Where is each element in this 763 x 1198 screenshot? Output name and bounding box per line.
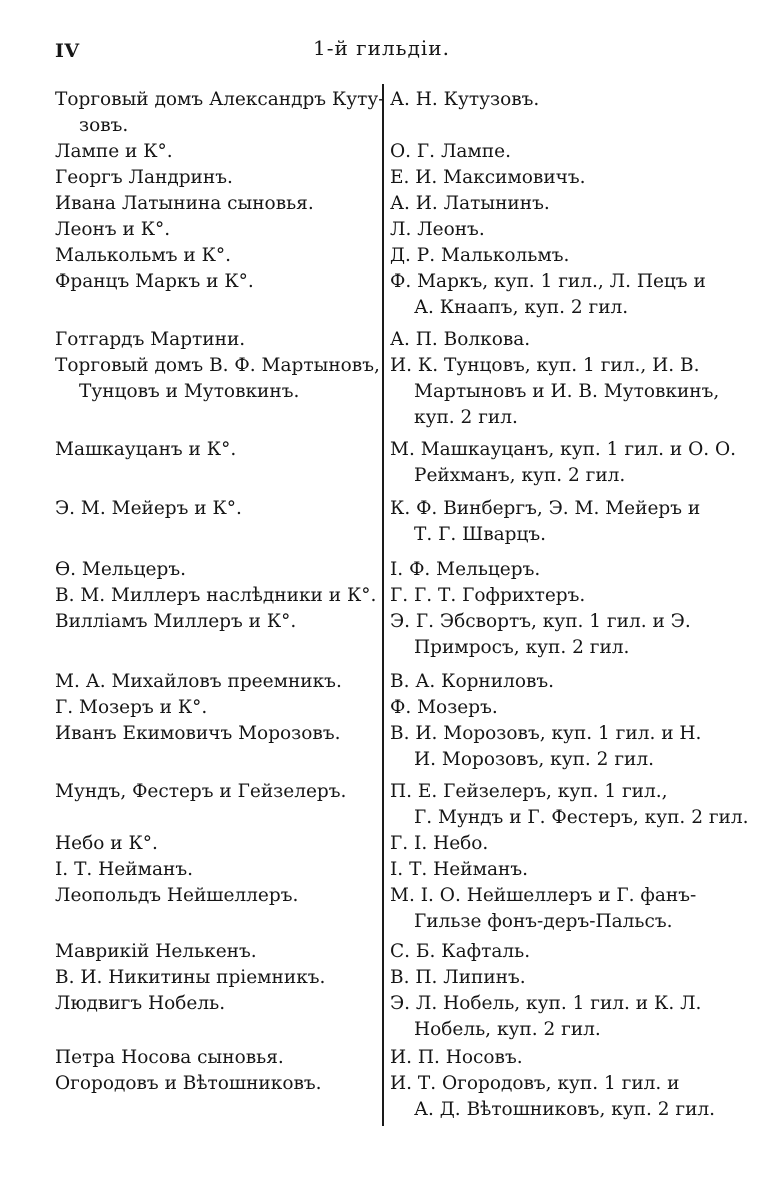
- owners-line: Г. І. Небо.: [390, 833, 489, 854]
- owners: [390, 1071, 718, 1123]
- firm-name: [55, 437, 377, 463]
- firm-name: [55, 779, 377, 805]
- firm-name: [55, 1045, 377, 1071]
- owners-line: А. П. Волкова.: [390, 329, 531, 350]
- firm-name-line: Леопольдъ Нейшеллеръ.: [55, 885, 299, 906]
- owners-line: И. К. Тунцовъ, куп. 1 гил., И. В.: [390, 355, 700, 376]
- firm-name: [55, 243, 377, 269]
- owners-line: Э. Г. Эбсвортъ, куп. 1 гил. и Э.: [390, 611, 691, 632]
- firm-name-line: Тунцовъ и Мутовкинъ.: [79, 381, 300, 402]
- firm-name: [55, 269, 377, 295]
- firm-name-line: В. И. Никитины пріемникъ.: [55, 967, 326, 988]
- firm-name-line: Ивана Латынина сыновья.: [55, 193, 314, 214]
- firm-name-line: Г. Мозеръ и К°.: [55, 697, 208, 718]
- firm-name: [55, 857, 377, 883]
- firm-name-line: Лампе и К°.: [55, 141, 173, 162]
- firm-name: [55, 191, 377, 217]
- firm-name: [55, 695, 377, 721]
- firm-name-line: зовъ.: [79, 115, 129, 136]
- owners: [390, 583, 718, 609]
- owners: [390, 939, 718, 965]
- owners: [390, 191, 718, 217]
- firm-name-line: Э. М. Мейеръ и К°.: [55, 498, 242, 519]
- firm-name-line: Готгардъ Мартини.: [55, 329, 246, 350]
- firm-name: [55, 609, 377, 635]
- firm-name: [55, 883, 377, 909]
- owners-line: А. И. Латынинъ.: [390, 193, 550, 214]
- owners: [390, 857, 718, 883]
- firm-name-line: І. Т. Нейманъ.: [55, 859, 193, 880]
- owners: [390, 437, 737, 489]
- firm-name-line: Машкауцанъ и К°.: [55, 439, 237, 460]
- firm-name: [55, 991, 377, 1017]
- owners-line: Е. И. Максимовичъ.: [390, 167, 586, 188]
- firm-name-line: Огородовъ и Вѣтошниковъ.: [55, 1073, 322, 1094]
- owners-line: О. Г. Лампе.: [390, 141, 511, 162]
- owners-line: М. І. О. Нейшеллеръ и Г. фанъ-: [390, 885, 697, 906]
- owners: [390, 217, 718, 243]
- firm-name-line: Торговый домъ В. Ф. Мартыновъ,: [55, 355, 380, 376]
- firm-name: [55, 721, 377, 747]
- firm-name-line: Петра Носова сыновья.: [55, 1047, 284, 1068]
- firm-name-line: Леонъ и К°.: [55, 219, 171, 240]
- firm-name: [55, 496, 377, 522]
- firm-name-line: Маврикій Нелькенъ.: [55, 941, 257, 962]
- owners-line: П. Е. Гейзелеръ, куп. 1 гил.,: [390, 781, 668, 802]
- owners-line: К. Ф. Винбергъ, Э. М. Мейеръ и: [390, 498, 701, 519]
- firm-name: [55, 1071, 377, 1097]
- owners-line: А. Д. Вѣтошниковъ, куп. 2 гил.: [414, 1099, 716, 1120]
- owners-line: Мартыновъ и И. В. Мутовкинъ,: [414, 381, 720, 402]
- owners: [390, 496, 718, 548]
- owners-line: М. Машкауцанъ, куп. 1 гил. и О. О.: [390, 439, 737, 460]
- owners-line: И. П. Носовъ.: [390, 1047, 523, 1068]
- owners: [390, 831, 718, 857]
- owners-line: куп. 2 гил.: [414, 407, 518, 428]
- firm-name-line: Францъ Маркъ и К°.: [55, 271, 254, 292]
- firm-name-line: Ѳ. Мельцеръ.: [55, 559, 186, 580]
- owners-line: С. Б. Кафталь.: [390, 941, 531, 962]
- firm-name: [55, 669, 377, 695]
- owners: [390, 87, 718, 113]
- owners: [390, 165, 718, 191]
- owners-line: Т. Г. Шварцъ.: [414, 524, 547, 545]
- firm-name-line: Торговый домъ Александръ Куту-: [55, 89, 385, 110]
- firm-name-line: Малькольмъ и К°.: [55, 245, 232, 266]
- owners: [390, 1045, 718, 1071]
- owners-line: А. Кнаапъ, куп. 2 гил.: [414, 297, 629, 318]
- owners-line: Нобель, куп. 2 гил.: [414, 1019, 601, 1040]
- firm-name-line: В. М. Миллеръ наслѣдники и К°.: [55, 585, 377, 606]
- owners-line: И. Морозовъ, куп. 2 гил.: [414, 749, 654, 770]
- owners-line: І. Т. Нейманъ.: [390, 859, 528, 880]
- firm-name: [55, 965, 377, 991]
- owners-line: Гильзе фонъ-деръ-Пальсъ.: [414, 911, 673, 932]
- owners-line: І. Ф. Мельцеръ.: [390, 559, 541, 580]
- owners-line: Г. Г. Т. Гофрихтеръ.: [390, 585, 586, 606]
- owners-line: Г. Мундъ и Г. Фестеръ, куп. 2 гил.: [414, 807, 749, 828]
- owners: [390, 243, 718, 269]
- firm-name: [55, 353, 380, 405]
- owners: [390, 609, 718, 661]
- firm-name: [55, 87, 385, 139]
- firm-name-line: Георгъ Ландринъ.: [55, 167, 233, 188]
- owners-line: Рейхманъ, куп. 2 гил.: [414, 465, 626, 486]
- firm-name: [55, 165, 377, 191]
- firm-name: [55, 831, 377, 857]
- owners-line: Л. Леонъ.: [390, 219, 485, 240]
- firm-name: [55, 939, 377, 965]
- owners: [390, 353, 718, 431]
- firm-name-line: Вилліамъ Миллеръ и К°.: [55, 611, 297, 632]
- owners: [390, 139, 718, 165]
- owners: [390, 557, 718, 583]
- firm-name: [55, 139, 377, 165]
- owners-line: В. П. Липинъ.: [390, 967, 526, 988]
- firm-name: [55, 557, 377, 583]
- owners-line: Д. Р. Малькольмъ.: [390, 245, 570, 266]
- firm-name-line: Мундъ, Фестеръ и Гейзелеръ.: [55, 781, 347, 802]
- firm-name-line: М. А. Михайловъ преемникъ.: [55, 671, 342, 692]
- owners: [390, 695, 718, 721]
- owners: [390, 327, 718, 353]
- owners: [390, 779, 749, 831]
- owners-line: Примросъ, куп. 2 гил.: [414, 637, 630, 658]
- owners-line: В. И. Морозовъ, куп. 1 гил. и Н.: [390, 723, 702, 744]
- firm-name-line: Иванъ Екимовичъ Морозовъ.: [55, 723, 341, 744]
- owners-line: И. Т. Огородовъ, куп. 1 гил. и: [390, 1073, 680, 1094]
- owners-line: В. А. Корниловъ.: [390, 671, 555, 692]
- owners-line: А. Н. Кутузовъ.: [390, 89, 540, 110]
- owners-line: Ф. Мозеръ.: [390, 697, 498, 718]
- owners: [390, 269, 718, 321]
- firm-name-line: Людвигъ Нобель.: [55, 993, 226, 1014]
- column-divider: [382, 84, 384, 1126]
- firm-name-line: Небо и К°.: [55, 833, 158, 854]
- running-title: 1-й гильдіи.: [313, 36, 450, 60]
- owners: [390, 965, 718, 991]
- firm-name: [55, 327, 377, 353]
- owners: [390, 669, 718, 695]
- owners: [390, 721, 718, 773]
- owners: [390, 883, 718, 935]
- owners-line: Ф. Маркъ, куп. 1 гил., Л. Пецъ и: [390, 271, 706, 292]
- owners-line: Э. Л. Нобель, куп. 1 гил. и К. Л.: [390, 993, 702, 1014]
- owners: [390, 991, 718, 1043]
- page-number: IV: [55, 40, 80, 62]
- firm-name: [55, 217, 377, 243]
- firm-name: [55, 583, 377, 609]
